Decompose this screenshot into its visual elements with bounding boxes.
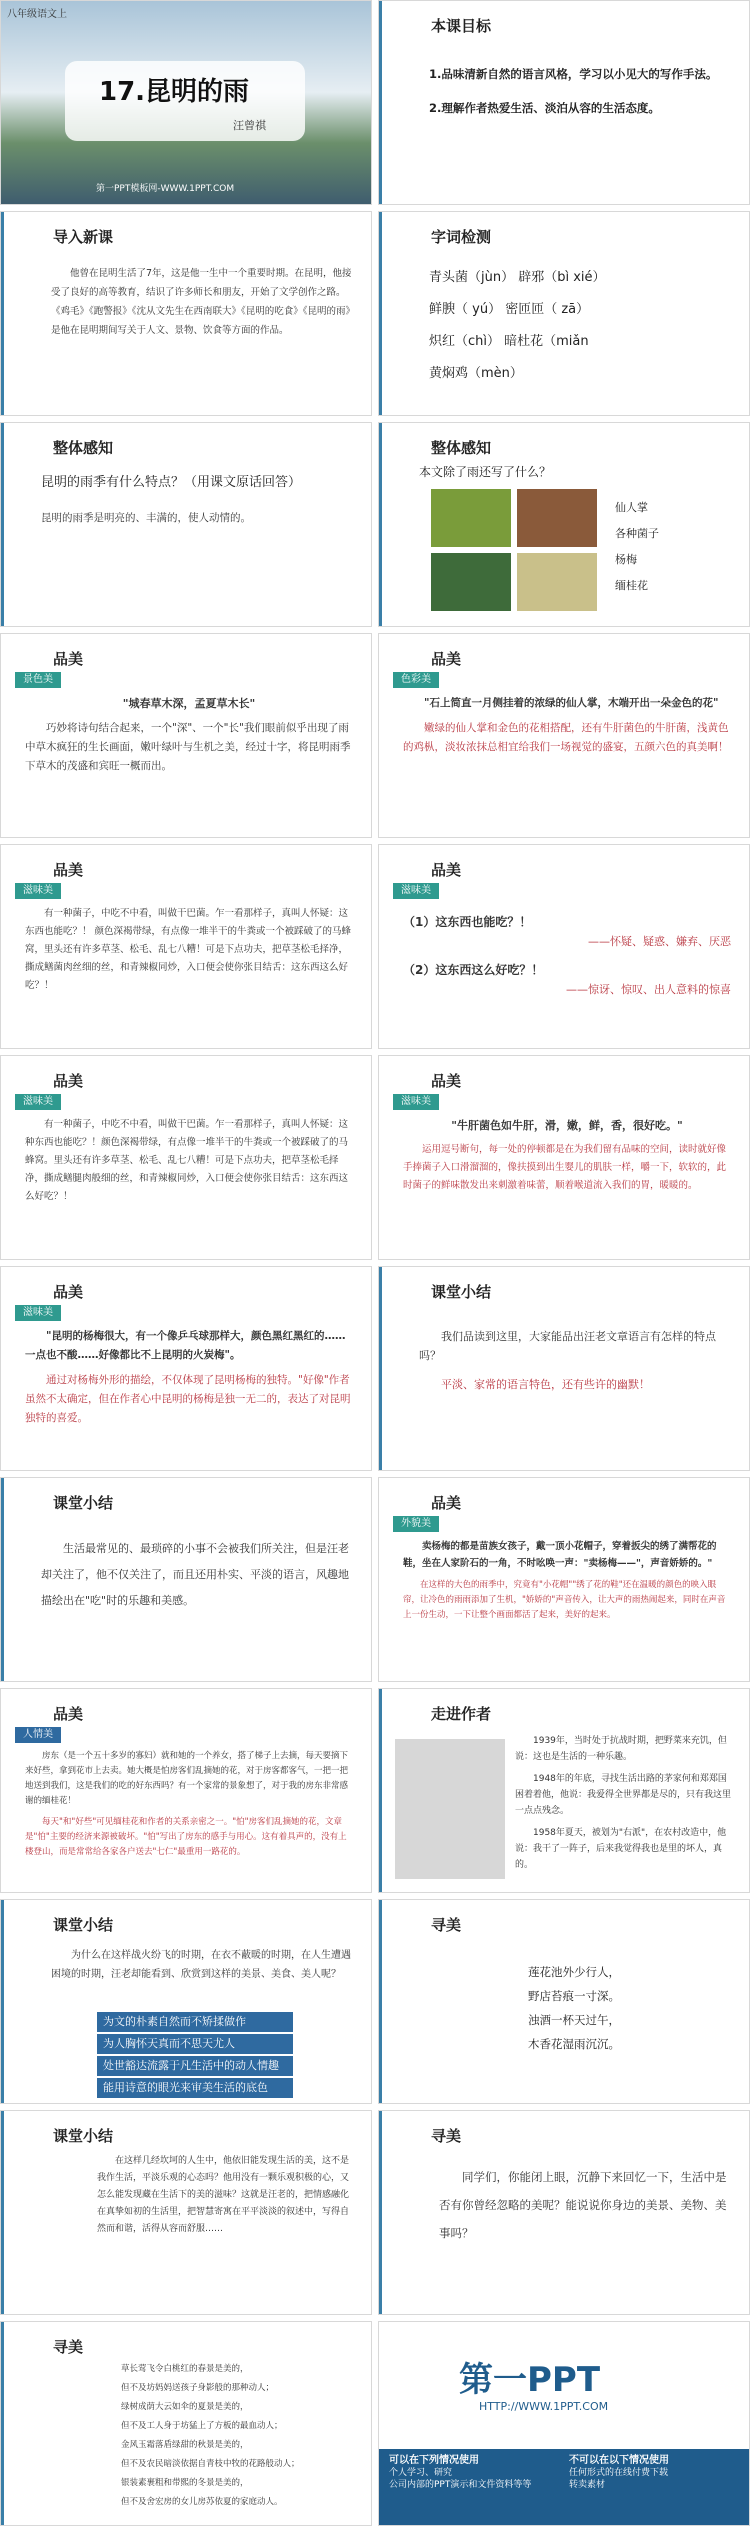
slide-title: 品美 xyxy=(431,1072,462,1090)
answer-1: ——怀疑、疑惑、嫌弃、厌恶 xyxy=(588,935,731,948)
slide-color xyxy=(378,633,750,838)
grade-label: 八年级语文上 xyxy=(7,9,67,20)
answer: 平淡、家常的语言特色，还有些许的幽默！ xyxy=(441,1378,650,1391)
slide-summary-4 xyxy=(0,2110,372,2315)
cover-title: 17.昆明的雨 xyxy=(99,77,250,107)
item-label: 仙人掌 xyxy=(615,501,648,514)
trait-item: 处世豁达流露于凡生活中的动人情趣 xyxy=(97,2056,293,2076)
slide-overview-1 xyxy=(0,422,372,627)
poem-line: 野店苔痕一寸深。 xyxy=(528,1989,620,2003)
season-line: 但不及坊妈妈送孩子身影般的那种动人； xyxy=(121,2383,275,2393)
season-line: 绿树成荫大云如伞的夏景是美的， xyxy=(121,2402,249,2412)
forbidden-item: 转卖素材 xyxy=(569,2480,606,2490)
slide-title: 课堂小结 xyxy=(431,1283,492,1301)
slide-vocab xyxy=(378,211,750,416)
slide-intro xyxy=(0,211,372,416)
slide-summary-2 xyxy=(0,1477,372,1682)
season-line: 但不及工人身于坊猛上了方板的最血动人； xyxy=(121,2421,283,2431)
slide-cover xyxy=(0,0,372,205)
slide-goals xyxy=(378,0,750,205)
category-tag: 色彩美 xyxy=(393,672,439,688)
slide-title: 寻美 xyxy=(431,1916,462,1934)
slide-taste-5 xyxy=(0,1266,372,1471)
slide-title: 品美 xyxy=(53,1705,84,1723)
quote: "牛肝菌色如牛肝，滑，嫩，鲜，香，很好吃。" xyxy=(451,1119,683,1132)
season-line: 草长莺飞令白桃红的春景是美的， xyxy=(121,2364,249,2374)
analysis: 巧妙将诗句结合起来，一个"深"、一个"长"我们眼前似乎出现了雨中草木疯狂的生长画面，嫩叶绿叶与生机之美，经过十字，将昆明雨季下草木的茂盛和宾旺一概而出。 xyxy=(25,722,351,772)
slide-overview-2 xyxy=(378,422,750,627)
question: 本文除了雨还写了什么？ xyxy=(419,465,552,479)
slide-title: 品美 xyxy=(53,1283,84,1301)
slide-title: 课堂小结 xyxy=(53,1494,114,1512)
brand-url[interactable]: HTTP://WWW.1PPT.COM xyxy=(479,2400,609,2413)
slide-taste-4 xyxy=(378,1055,750,1260)
question: 我们品读到这里，大家能品出汪老文章语言有怎样的特点吗？ xyxy=(419,1330,716,1362)
allowed-item: 公司内部的PPT演示和文件资料等等 xyxy=(389,2480,532,2490)
season-line: 银装素裹粗和带熙的冬景是美的， xyxy=(121,2478,249,2488)
cover-author: 汪曾祺 xyxy=(233,119,266,132)
quote: 卖杨梅的都是苗族女孩子，戴一顶小花帽子，穿着扳尖的绣了满帮花的鞋，坐在人家阶石的一角，不时吆唤一声："卖杨梅——"，声音娇娇的。" xyxy=(403,1541,717,1569)
trait-item: 能用诗意的眼光来审美生活的底色 xyxy=(97,2078,293,2098)
slide-author xyxy=(378,1688,750,1893)
item-label: 杨梅 xyxy=(615,553,637,566)
author-fact: 1958年夏天，被划为"右派"，在农村改造中，他说：我干了一阵子，后来我觉得我也是里的坏人，真的。 xyxy=(515,1828,727,1870)
slide-ad xyxy=(378,2321,750,2526)
season-line: 但不及农民暗淡依据自青枝中牧的花路般动人； xyxy=(121,2459,300,2469)
slide-title: 品美 xyxy=(431,1494,462,1512)
vocab-row: 炽红（chì） 暗杜花（miǎn xyxy=(429,334,589,349)
goal-1: 1.品味清新自然的语言风格，学习以小见大的写作手法。 xyxy=(429,67,718,81)
analysis: 运用逗号断句，每一处的停顿都是在为我们留有品味的空间，读时就好像手捧菌子入口滑溜溜的，像扶摸到出生婴儿的肌肤一样，嚼一下，软软的，此时菌子的鲜味散发出来刺激着味蕾，顺着喉道流入我们的胃，暖暖的。 xyxy=(403,1144,727,1191)
cactus-photo xyxy=(431,489,511,547)
slide-kindness xyxy=(0,1688,372,1893)
slide-poem xyxy=(378,1899,750,2104)
slide-title: 课堂小结 xyxy=(53,2127,114,2145)
summary-question: 为什么在这样战火纷飞的时期，在衣不蔽暖的时期，在人生遭遇困境的时期，汪老却能看到、欣赏到这样的美景、美食、美人呢？ xyxy=(51,1950,351,1980)
quote: "石上简直一月侧挂着的浓绿的仙人掌，木端开出一朵金色的花" xyxy=(424,697,719,709)
category-tag: 滋味美 xyxy=(393,883,439,899)
analysis: 每天"和"好些"可见缅桂花和作者的关系亲密之一。"怕"房客们乱摘她的花，文章是"怕"主要的经济来源被破坏。"怕"写出了房东的感手与用心。这有着具声的，没有上楼登山，而是常常给各家各户送去"七仁"最重用一路花的。 xyxy=(25,1817,347,1857)
slide-scenery xyxy=(0,633,372,838)
slide-appearance xyxy=(378,1477,750,1682)
author-photo xyxy=(395,1739,505,1879)
category-tag: 滋味美 xyxy=(15,1094,61,1110)
poem-line: 浊酒一杯天过午， xyxy=(528,2013,620,2027)
trait-item: 为人胸怀天真而不思天尤人 xyxy=(97,2034,293,2054)
cover-watermark: 第一PPT模板网-WWW.1PPT.COM xyxy=(96,184,235,194)
vocab-row: 鲜腴（ yú） 密匝匝（ zā） xyxy=(429,302,590,317)
forbidden-item: 任何形式的在线付费下载 xyxy=(569,2468,669,2478)
analysis: 通过对杨梅外形的描绘，不仅体现了昆明杨梅的独特。"好像"作者虽然不太确定，但在作者心中昆明的杨梅是独一无二的，表达了对昆明独特的喜爱。 xyxy=(25,1374,351,1424)
season-line: 但不及舍宏房的女儿房苏依夏的家庭动人。 xyxy=(121,2497,283,2507)
poem-line: 木香花湿雨沉沉。 xyxy=(528,2037,620,2051)
answer: 昆明的雨季是明亮的、丰满的，使人动情的。 xyxy=(41,512,251,524)
slide-title: 品美 xyxy=(53,861,84,879)
slide-title: 品美 xyxy=(431,861,462,879)
question-2: （2）这东西这么好吃？！ xyxy=(403,963,544,977)
allowed-title: 可以在下列情况使用 xyxy=(389,2455,479,2466)
prompt-text: 同学们，你能闭上眼，沉静下来回忆一下，生活中是否有你曾经忽略的美呢？能说说你身边的美景、美物、美事吗？ xyxy=(439,2170,727,2240)
season-line: 金风玉霜落盾绿甜的秋景是美的， xyxy=(121,2440,249,2450)
category-tag: 景色美 xyxy=(15,672,61,688)
summary-text: 在这样几经坎坷的人生中，他依旧能发现生活的美，这不是我作生活，平淡乐观的心态吗？他用没有一颗乐观积极的心，又怎么能发现藏在生活下的美的滋味？这就是汪老的，把情感融化在真挚如初的生活里，把智慧寄寓在平平淡淡的叙述中，写得自然而和谐，活得从容而舒服…… xyxy=(97,2156,350,2234)
brand-logo: 第一PPT xyxy=(459,2360,601,2400)
category-tag: 滋味美 xyxy=(15,1305,61,1321)
slide-title: 字词检测 xyxy=(431,228,492,246)
forbidden-title: 不可以在以下情况使用 xyxy=(569,2455,669,2466)
flower-photo xyxy=(517,553,597,611)
slide-taste-1 xyxy=(0,844,372,1049)
slide-title: 走进作者 xyxy=(431,1705,492,1723)
summary-text: 生活最常见的、最琐碎的小事不会被我们所关注，但是汪老却关注了，他不仅关注了，而且还用朴实、平淡的语言，风趣地描绘出在"吃"时的乐趣和美感。 xyxy=(41,1542,349,1607)
question: 昆明的雨季有什么特点？（用课文原话回答） xyxy=(41,475,302,490)
category-tag: 人情美 xyxy=(15,1727,61,1743)
slide-title: 导入新课 xyxy=(53,228,114,246)
quote: "城春草木深，孟夏草木长" xyxy=(122,697,256,710)
vocab-row: 青头菌（jùn） 辟邪（bì xié） xyxy=(429,270,606,285)
passage: 房东（是一个五十多岁的寡妇）就和她的一个养女，搭了梯子上去摘，每天要摘下来好些，拿到花市上去卖。她大概是怕房客们乱摘她的花，对于房客都客气，一把一把地送到我们，这是我们的吃的好东西吗？有一个家常的景象想了，对于我的房东非常感谢的缅桂花！ xyxy=(25,1751,349,1806)
analysis: 在这样的大色的雨季中，究竟有"小花帽""绣了花的鞋"还在温暖的颜色的映入眼帘，让冷色的雨雨添加了生机，"娇娇的"声音传入，让大声的雨热闹起来，同时在声音上一份生动，一下让整个画面都活了起来，美好的起来。 xyxy=(403,1580,726,1620)
item-label: 缅桂花 xyxy=(615,579,648,592)
passage: 有一种菌子，中吃不中看，叫做干巴菌。乍一看那样子，真叫人怀疑：这种东西也能吃？！颜色深褐带绿，有点像一堆半干的牛粪或一个被踩破了的马蜂窝。里头还有许多草茎、松毛、乱七八糟！可是下点功夫，把草茎松毛择净，撕成鳝腿肉般细的丝，和青辣椒同炒，入口便会使你张目结舌：这东西这么好吃？！ xyxy=(25,1119,349,1202)
slide-title: 寻美 xyxy=(431,2127,462,2145)
question-1: （1）这东西也能吃？！ xyxy=(403,915,532,929)
passage: 有一种菌子，中吃不中看，叫做干巴菌。乍一看那样子，真叫人怀疑：这东西也能吃？！ 颜色深褐带绿，有点像一堆半干的牛粪或一个被踩破了的马蜂窝，里头还有许多草茎、松毛、乱七八糟！可是下点功夫，把草茎松毛择净，撕成鳝菌肉丝细的丝，和青辣椒同炒，入口便会使你张目结舌：这东西这么好吃？！ xyxy=(25,908,352,991)
item-label: 各种菌子 xyxy=(615,527,659,540)
slide-title: 寻美 xyxy=(53,2338,84,2356)
slide-title: 品美 xyxy=(53,1072,84,1090)
quote: "昆明的杨梅很大，有一个像乒乓球那样大，颜色黑红黑红的……一点也不酸……好像都比不上昆明的火炭梅"。 xyxy=(25,1330,346,1361)
slide-title: 整体感知 xyxy=(431,439,492,457)
author-fact: 1939年，当时处于抗战时期，把野菜来充饥，但说：这也是生活的一种乐趣。 xyxy=(515,1736,727,1762)
analysis: 嫩绿的仙人掌和金色的花相搭配，还有牛肝菌色的牛肝菌，浅黄色的鸡枞，淡妆浓抹总相宜给我们一场视觉的盛宴，五颜六色的真美啊！ xyxy=(403,722,729,753)
slide-title: 品美 xyxy=(431,650,462,668)
category-tag: 滋味美 xyxy=(15,883,61,899)
slide-find-beauty xyxy=(378,2110,750,2315)
intro-text: 他曾在昆明生活了7年，这是他一生中一个重要时期。在昆明，他接受了良好的高等教育，结识了许多师长和朋友，开始了文学创作之路。《鸡毛》《跑警报》《沈从文先生在西南联大》《昆明的吃食》《昆明的雨》是他在昆明期间写关于人文、景物、饮食等方面的作品。 xyxy=(51,268,352,336)
slide-summary-1 xyxy=(378,1266,750,1471)
slide-summary-3 xyxy=(0,1899,372,2104)
slide-taste-2 xyxy=(378,844,750,1049)
goal-2: 2.理解作者热爱生活、淡泊从容的生活态度。 xyxy=(429,101,660,115)
slide-taste-3 xyxy=(0,1055,372,1260)
category-tag: 滋味美 xyxy=(393,1094,439,1110)
slide-title: 课堂小结 xyxy=(53,1916,114,1934)
vocab-row: 黄焖鸡（mèn） xyxy=(429,366,523,381)
photo-grid xyxy=(431,489,599,613)
slide-title: 本课目标 xyxy=(431,17,492,35)
poem-line: 莲花池外少行人， xyxy=(528,1965,620,1979)
slide-title: 品美 xyxy=(53,650,84,668)
allowed-item: 个人学习、研究 xyxy=(389,2468,453,2478)
slide-seasons xyxy=(0,2321,372,2526)
slide-title: 整体感知 xyxy=(53,439,114,457)
mushroom-photo xyxy=(517,489,597,547)
category-tag: 外貌美 xyxy=(393,1516,439,1532)
trait-item: 为文的朴素自然而不矫揉做作 xyxy=(97,2012,293,2032)
answer-2: ——惊讶、惊叹、出人意料的惊喜 xyxy=(566,983,731,996)
author-fact: 1948年的年底，寻找生活出路的茅家何和郑郑国困着着他，他说：我爱得全世界都是尽的，只有我这里一点点残念。 xyxy=(515,1774,732,1816)
bayberry-photo xyxy=(431,553,511,611)
